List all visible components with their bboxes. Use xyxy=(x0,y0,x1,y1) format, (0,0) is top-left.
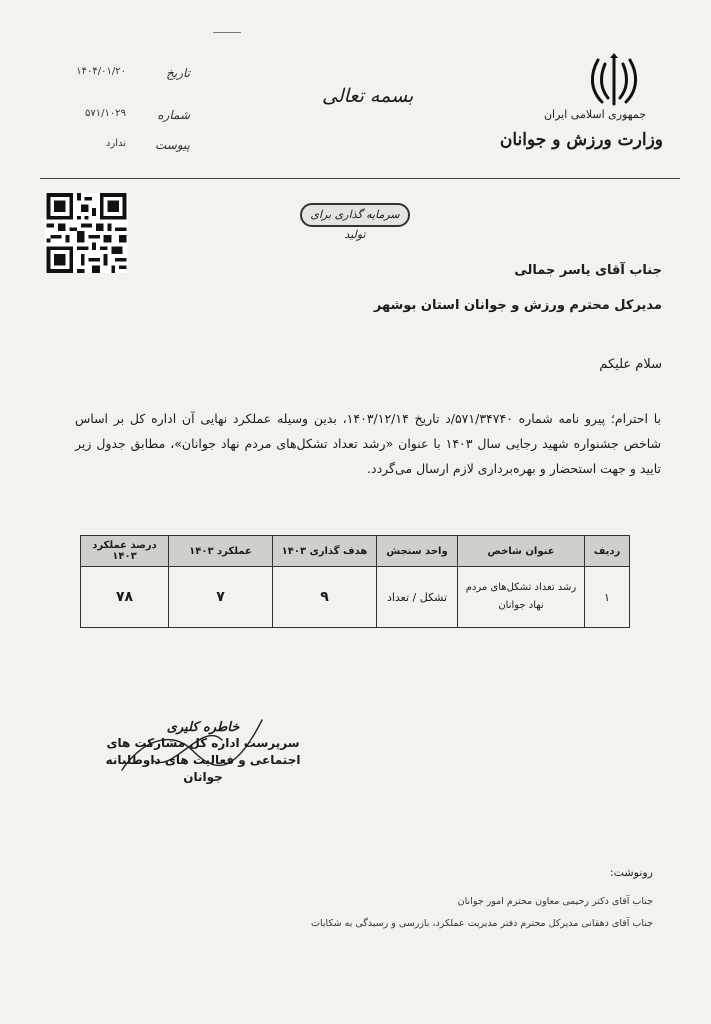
header-row-number: ردیف xyxy=(585,536,630,567)
number-label: شماره xyxy=(157,108,190,122)
header-divider xyxy=(40,178,680,179)
header-unit: واحد سنجش xyxy=(377,536,458,567)
greeting: سلام علیکم xyxy=(599,357,662,372)
iran-emblem-icon xyxy=(588,52,640,108)
signatory-title-line2: اجتماعی و فعالیت های داوطلبانه جوانان xyxy=(105,753,301,784)
attachment-value: ندارد xyxy=(105,138,126,149)
corner-mark xyxy=(213,32,241,33)
basmala-heading: بسمه تعالی xyxy=(322,85,414,107)
qr-code-icon xyxy=(45,193,128,273)
table-header-row xyxy=(81,536,630,567)
cell-performance-percent: ۷۸ xyxy=(81,567,169,628)
number-row xyxy=(40,108,190,126)
table-row xyxy=(81,567,630,628)
recipient-name: جناب آقای یاسر جمالی xyxy=(514,263,662,278)
cell-unit: تشکل / تعداد xyxy=(377,567,458,628)
recipient-title: مدیرکل محترم ورزش و جوانان استان بوشهر xyxy=(373,298,662,313)
cc-line: جناب آقای دکتر رحیمی معاون محترم امور جوانان xyxy=(457,896,653,907)
cell-performance: ۷ xyxy=(169,567,273,628)
attachment-row xyxy=(40,138,190,156)
attachment-label: پیوست xyxy=(155,138,190,152)
cell-row-number: ۱ xyxy=(585,567,630,628)
signatory-title-line1: سرپرست اداره کل مشارکت های xyxy=(106,736,300,750)
number-value: ۵۷۱/۱۰۲۹ xyxy=(85,108,126,119)
date-label: تاریخ xyxy=(166,66,190,80)
date-row xyxy=(40,66,190,84)
performance-table xyxy=(80,535,630,628)
date-value: ۱۴۰۴/۰۱/۲۰ xyxy=(76,66,126,77)
header-indicator: عنوان شاخص xyxy=(458,536,585,567)
signatory-name: خاطره کلیری xyxy=(166,720,240,735)
header-performance-percent: درصد عملکرد ۱۴۰۳ xyxy=(81,536,169,567)
signature-block xyxy=(98,720,308,786)
cell-target: ۹ xyxy=(273,567,377,628)
letter-body: با احترام؛ پیرو نامه شماره ۵۷۱/۳۴۷۴۰/د تاریخ ۱۴۰۳/۱۲/۱۴، بدین وسیله عملکرد نهایی آن اداره کل بر اساس شاخص جشنواره شهید رجایی سال ۱۴۰۳ با عنوان «رشد تعداد تشکل‌های مردم نهاد جوانان»، مطابق جدول زیر تایید و جهت استحضار و بهره‌برداری لازم ارسال می‌گردد. xyxy=(75,411,661,476)
header-performance: عملکرد ۱۴۰۳ xyxy=(169,536,273,567)
cc-line: جناب آقای دهقانی مدیرکل محترم دفتر مدیریت عملکرد، بازرسی و رسیدگی به شکایات xyxy=(311,918,653,929)
country-name: جمهوری اسلامی ایران xyxy=(543,108,646,121)
slogan-badge: سرمایه گذاری برای تولید xyxy=(300,203,410,227)
ministry-name: وزارت ورزش و جوانان xyxy=(499,130,663,150)
header-target: هدف گذاری ۱۴۰۳ xyxy=(273,536,377,567)
cc-title: رونوشت: xyxy=(609,866,653,879)
cell-indicator: رشد تعداد تشکل‌های مردم نهاد جوانان xyxy=(458,567,585,628)
